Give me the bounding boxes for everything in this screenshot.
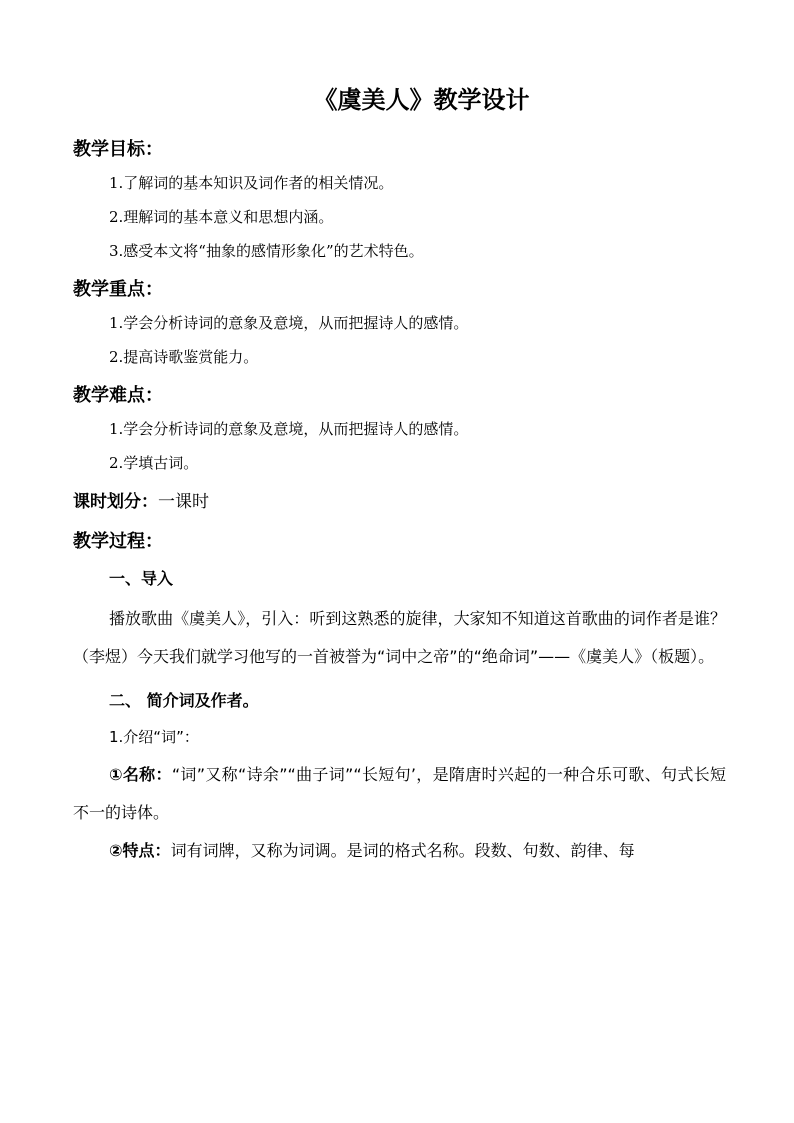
schedule-line <box>73 490 726 514</box>
key-point-item-2: 2.提高诗歌鉴赏能力。 <box>109 348 259 366</box>
schedule-value: 一课时 <box>158 492 209 512</box>
objective-item-2: 2.理解词的基本意义和思想内涵。 <box>109 208 334 226</box>
key-points-heading: 教学重点： <box>73 279 163 300</box>
section-1-paragraph: 播放歌曲《虞美人》，引入：听到这熟悉的旋律，大家知不知道这首歌曲的词作者是谁？（李煜）今天我们就学习他写的一首被誉为“词中之帝”的“绝命词”——《虞美人》（板题）。 <box>73 609 726 666</box>
objectives-heading: 教学目标： <box>73 139 163 160</box>
difficulty-item-2: 2.学填古词。 <box>109 454 199 472</box>
feature-paragraph <box>73 832 726 870</box>
process-heading: 教学过程： <box>73 531 163 552</box>
feature-label: ②特点： <box>109 841 171 860</box>
name-label: ①名称： <box>109 765 172 784</box>
name-text: “词”又称“诗余”“曲子词”“长短句’，是隋唐时兴起的一种合乐可歌、句式长短不一的诗体。 <box>73 765 726 822</box>
section-2-title: 二、 简介词及作者。 <box>109 691 259 710</box>
difficulties-heading: 教学难点： <box>73 385 163 406</box>
section-1-title: 一、导入 <box>109 569 174 588</box>
document-title: 《虞美人》教学设计 <box>313 86 530 114</box>
name-paragraph <box>73 756 726 832</box>
feature-text: 词有词牌，又称为词调。是词的格式名称。段数、句数、韵律、每 <box>170 841 635 860</box>
schedule-label: 课时划分： <box>73 492 158 512</box>
section-2-intro: 1.介绍“词”： <box>109 728 199 746</box>
objective-item-3: 3.感受本文将“抽象的感情形象化”的艺术特色。 <box>109 242 424 260</box>
key-point-item-1: 1.学会分析诗词的意象及意境，从而把握诗人的感情。 <box>109 314 469 332</box>
objective-item-1: 1.了解词的基本知识及词作者的相关情况。 <box>109 174 394 192</box>
difficulty-item-1: 1.学会分析诗词的意象及意境，从而把握诗人的感情。 <box>109 420 469 438</box>
